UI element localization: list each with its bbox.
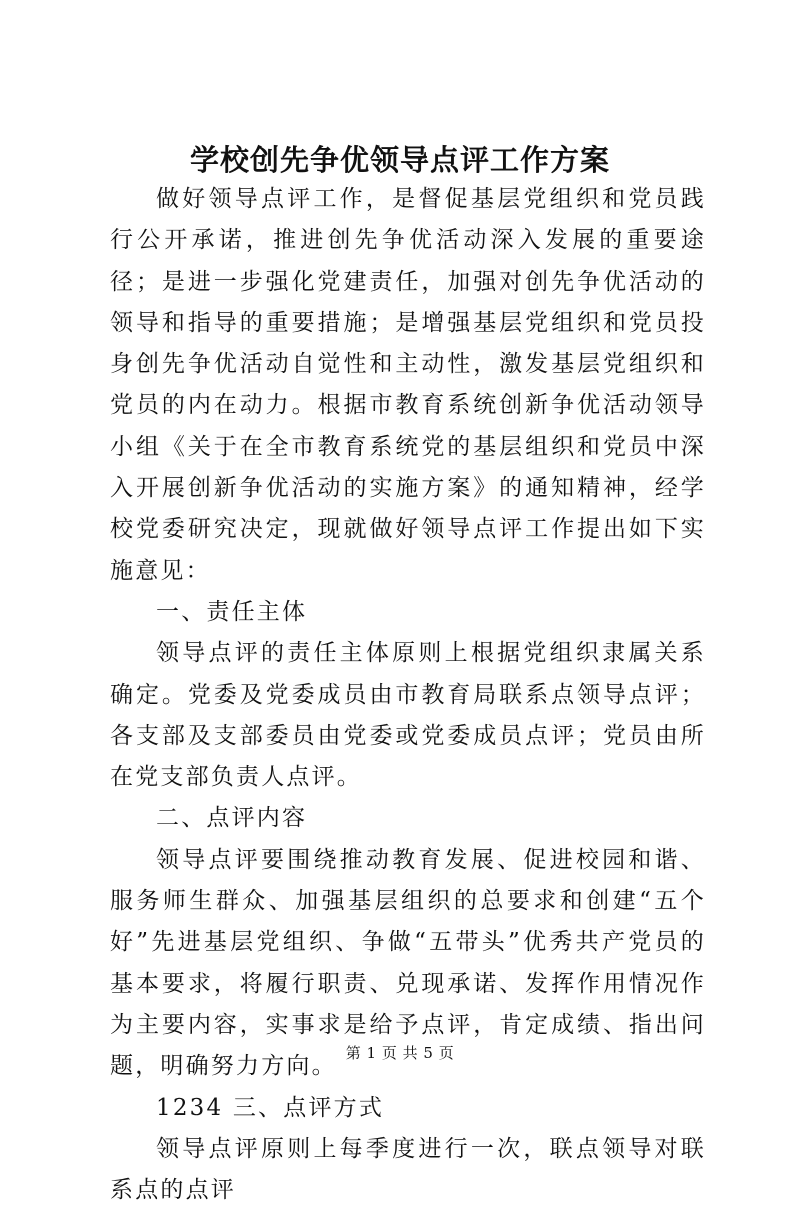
content-paragraph: 领导点评要围绕推动教育发展、促进校园和谐、服务师生群众、加强基层组织的总要求和创建“五个好”先进基层党组织、争做“五带头”优秀共产党员的基本要求，将履行职责、兑现承诺、发挥作用情况作为主要内容，实事求是给予点评，肯定成绩、指出问题，明确努力方向。 — [110, 846, 706, 1080]
page-number-footer: 第 1 页 共 5 页 — [345, 1044, 455, 1062]
section-heading-responsibility: 一、责任主体 — [156, 598, 308, 625]
method-paragraph: 领导点评原则上每季度进行一次，联点领导对联系点的点评 — [110, 1135, 706, 1204]
responsibility-paragraph: 领导点评的责任主体原则上根据党组织隶属关系确定。党委及党委成员由市教育局联系点领导点评；各支部及支部委员由党委或党委成员点评；党员由所在党支部负责人点评。 — [110, 640, 706, 791]
document-title: 学校创先争优领导点评工作方案 — [189, 143, 610, 177]
section-heading-content: 二、点评内容 — [156, 805, 308, 832]
section-heading-method: 1234 三、点评方式 — [156, 1094, 385, 1121]
intro-paragraph: 做好领导点评工作，是督促基层党组织和党员践行公开承诺，推进创先争优活动深入发展的重要途径；是进一步强化党建责任，加强对创先争优活动的领导和指导的重要措施；是增强基层党组织和党员投身创先争优活动自觉性和主动性，激发基层党组织和党员的内在动力。根据市教育系统创新争优活动领导小组《关于在全市教育系统党的基层组织和党员中深入开展创新争优活动的实施方案》的通知精神，经学校党委研究决定，现就做好领导点评工作提出如下实施意见： — [110, 186, 706, 584]
